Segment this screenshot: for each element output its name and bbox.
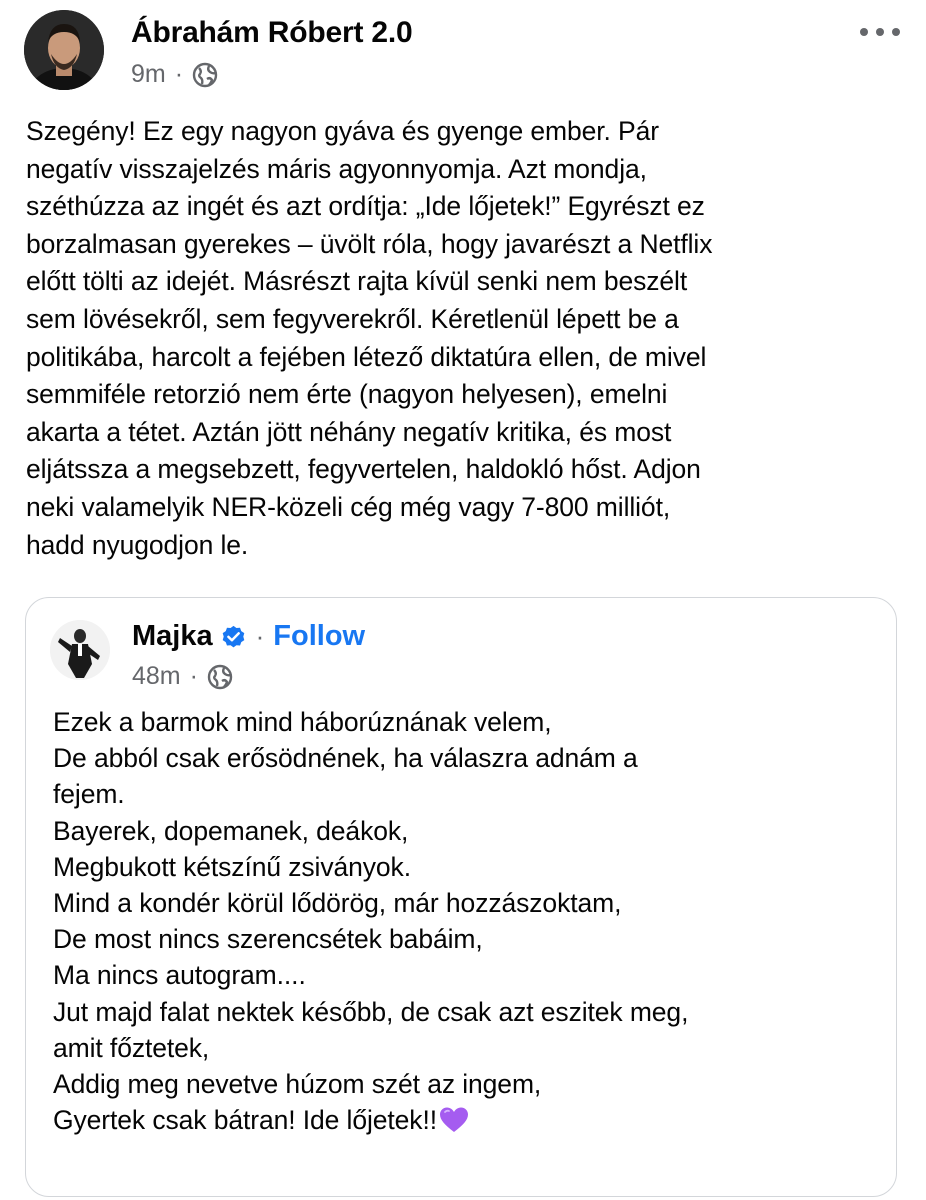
globe-icon <box>192 62 218 88</box>
more-horizontal-icon <box>860 28 868 36</box>
post-timestamp[interactable]: 9m <box>131 60 166 88</box>
shared-post-meta <box>132 662 233 691</box>
globe-icon <box>207 664 233 690</box>
post-meta <box>131 60 218 89</box>
verified-badge-icon <box>220 623 247 650</box>
post-text: Szegény! Ez egy nagyon gyáva és gyenge ember. Pár negatív visszajelzés máris agyonnyomja. Azt mondja, széthúzza az ingét és azt ordítja: „Ide lőjetek!” Egyrészt ez borzalmasan gyerekes – üvölt róla, hogy javarészt a Netflix előtt tölti az idejét. Másrészt rajta kívül senki nem beszélt sem lövésekről, sem fegyverekről. Kéretlenül lépett be a politikába, harcolt a fejében létező diktatúra ellen, de mivel semmiféle retorzió nem érte (nagyon helyesen), emelni akarta a tétet. Aztán jött néhány negatív kritika, és most eljátssza a megsebzett, fegyvertelen, haldokló hőst. Adjon neki valamelyik NER-közeli cég még vagy 7-800 milliót, hadd nyugodjon le. <box>26 116 713 560</box>
shared-post-timestamp[interactable]: 48m <box>132 662 181 690</box>
shared-post-text <box>53 704 883 1138</box>
follow-separator: · <box>255 621 265 651</box>
meta-separator: · <box>174 60 184 88</box>
author-avatar[interactable] <box>24 10 104 90</box>
more-options-button[interactable] <box>860 22 900 42</box>
shared-meta-separator: · <box>189 662 198 690</box>
shared-post-lyrics: Ezek a barmok mind háborúznának velem, De abból csak erősödnének, ha válaszra adnám a fejem. Bayerek, dopemanek, deákok, Megbukott kétszínű zsiványok. Mind a kondér körül lődörög, már hozzászoktam, De most nincs szerencsétek babáim, Ma nincs autogram.... Jut majd falat nektek később, de csak azt eszitek meg, amit főztetek, Addig meg nevetve húzom szét az ingem, Gyertek csak bátran! Ide lőjetek!! <box>53 707 689 1136</box>
post-header <box>24 10 904 90</box>
shared-author-row <box>132 620 365 653</box>
purple-heart-icon <box>439 1106 469 1134</box>
shared-post-header <box>50 616 850 690</box>
follow-button[interactable]: Follow <box>273 620 366 652</box>
shared-author-avatar[interactable] <box>50 620 110 680</box>
shared-post-card[interactable] <box>25 597 897 1197</box>
author-name[interactable]: Ábrahám Róbert 2.0 <box>131 16 413 49</box>
shared-author-name[interactable]: Majka <box>132 620 213 652</box>
